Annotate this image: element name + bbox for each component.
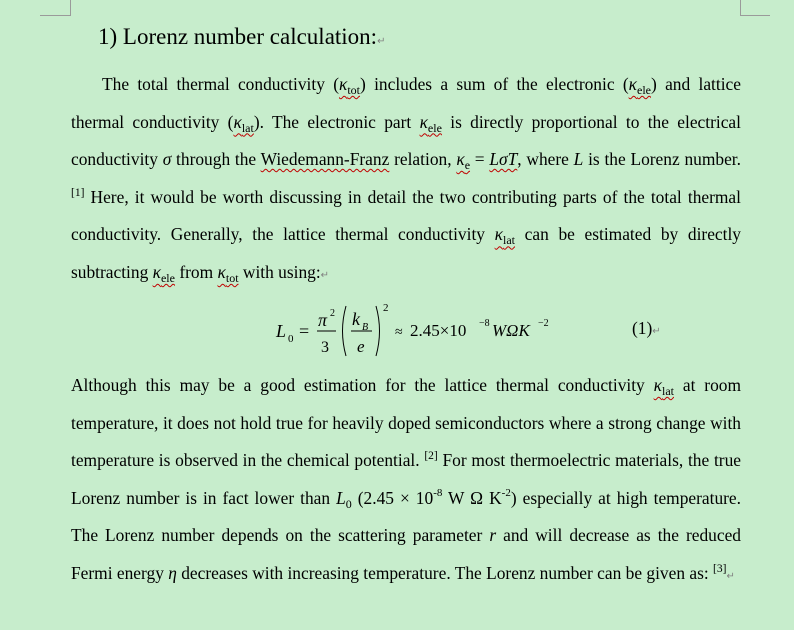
equation-approx: ≈ xyxy=(395,325,403,340)
page-corner-top-right xyxy=(740,0,770,16)
exponent-minus-8: -8 xyxy=(433,486,443,499)
wiedemann-franz-term: Wiedemann-Franz xyxy=(260,149,390,170)
equation-lhs: L xyxy=(276,321,287,341)
page-corner-top-left xyxy=(40,0,71,16)
citation-2: [2] xyxy=(424,450,438,463)
paragraph-mark: ↵ xyxy=(726,570,735,582)
left-paren xyxy=(343,306,347,356)
equation-denominator: 3 xyxy=(321,339,329,356)
equation-e: e xyxy=(357,337,365,356)
kappa-lat-symbol: $\kappa_{lat}$ xyxy=(653,375,674,398)
equation-equals: = xyxy=(299,321,310,341)
kappa-lat-symbol: $\kappa_{lat}$ xyxy=(233,111,254,135)
equation-value-exponent: −8 xyxy=(479,318,490,329)
citation-1: [1] xyxy=(71,186,85,199)
l0-symbol: $L_0$ xyxy=(336,487,352,511)
exponent-minus-2: -2 xyxy=(501,486,511,499)
kappa-ele-symbol: $\kappa_{ele}$ xyxy=(419,111,442,135)
equation-pi: π xyxy=(318,310,328,330)
eta-symbol: η xyxy=(168,562,177,583)
section-heading: 1) Lorenz number calculation:↵ xyxy=(98,24,386,49)
equation-units: WΩK xyxy=(492,321,530,340)
kappa-tot-symbol: $\kappa_{tot}$ xyxy=(217,261,239,285)
sigma-symbol: σ xyxy=(162,149,172,170)
kappa-ele-symbol: $\kappa_{ele}$ xyxy=(628,74,651,97)
kappa-tot-symbol: $\kappa_{tot}$ xyxy=(338,74,361,97)
l-sigma-t-formula: LσT xyxy=(489,149,518,170)
equation-pi-exponent: 2 xyxy=(330,308,335,319)
right-paren xyxy=(376,306,380,356)
kappa-lat-symbol: $\kappa_{lat}$ xyxy=(494,224,516,248)
paragraph-mark: ↵ xyxy=(652,326,661,337)
paragraph-lorenz-discussion: Although this may be a good estimation for the lattice thermal conductivity $\kappa_{lat}$ at room temperature, it does not hold true for heavily doped semiconductors where a strong change with temperature is observed in the chemical potential. [2] For most thermoelectric materials, the true Lorenz number is in fact lower than $L_0$ ($2.45 \times 10^{-8}$ W Ω $K^{-2}$) especially at high temperature. The Lorenz number depends on the scattering parameter r and will decrease as the reduced Fermi energy η decreases with increasing temperature. The Lorenz number can be given as: [3]↵ xyxy=(71,375,742,583)
equation-kb: k xyxy=(352,309,360,329)
paragraph-mark: ↵ xyxy=(320,269,330,281)
r-symbol: r xyxy=(489,525,497,546)
paragraph-mark: ↵ xyxy=(377,36,386,47)
kappa-ele-symbol: $\kappa_{ele}$ xyxy=(152,261,175,285)
kappa-e-symbol: $\kappa_e$ xyxy=(456,149,471,173)
equation-lhs-sub: 0 xyxy=(288,333,294,345)
l-symbol: L xyxy=(573,149,584,170)
equation-outer-exponent: 2 xyxy=(383,302,389,314)
equation-kb-sub: B xyxy=(362,322,369,333)
equation-value: 2.45×10 xyxy=(410,321,467,340)
equation-number: (1)↵ xyxy=(632,318,661,338)
paragraph-thermal-conductivity: The total thermal conductivity $(\kappa_{tot})$ includes a sum of the electronic $(\kappa_{ele})$ and lattice thermal conductivity $(\kappa_{lat})$. The electronic part $\kappa_{ele}$ is directly proportional to the electrical conductivity σ through the Wiedemann-Franz relation, $\kappa_e = L\sigma T$, where L is the Lorenz number. [1] Here, it would be worth discussing in detail the two contributing parts of the total thermal conductivity. Generally, the lattice thermal conductivity $\kappa_{lat}$ can be estimated by directly subtracting $\kappa_{ele}$ from $\kappa_{tot}$ with using:↵ xyxy=(71,74,741,285)
citation-3: [3] xyxy=(713,562,727,575)
equation-units-exponent: −2 xyxy=(538,318,549,329)
